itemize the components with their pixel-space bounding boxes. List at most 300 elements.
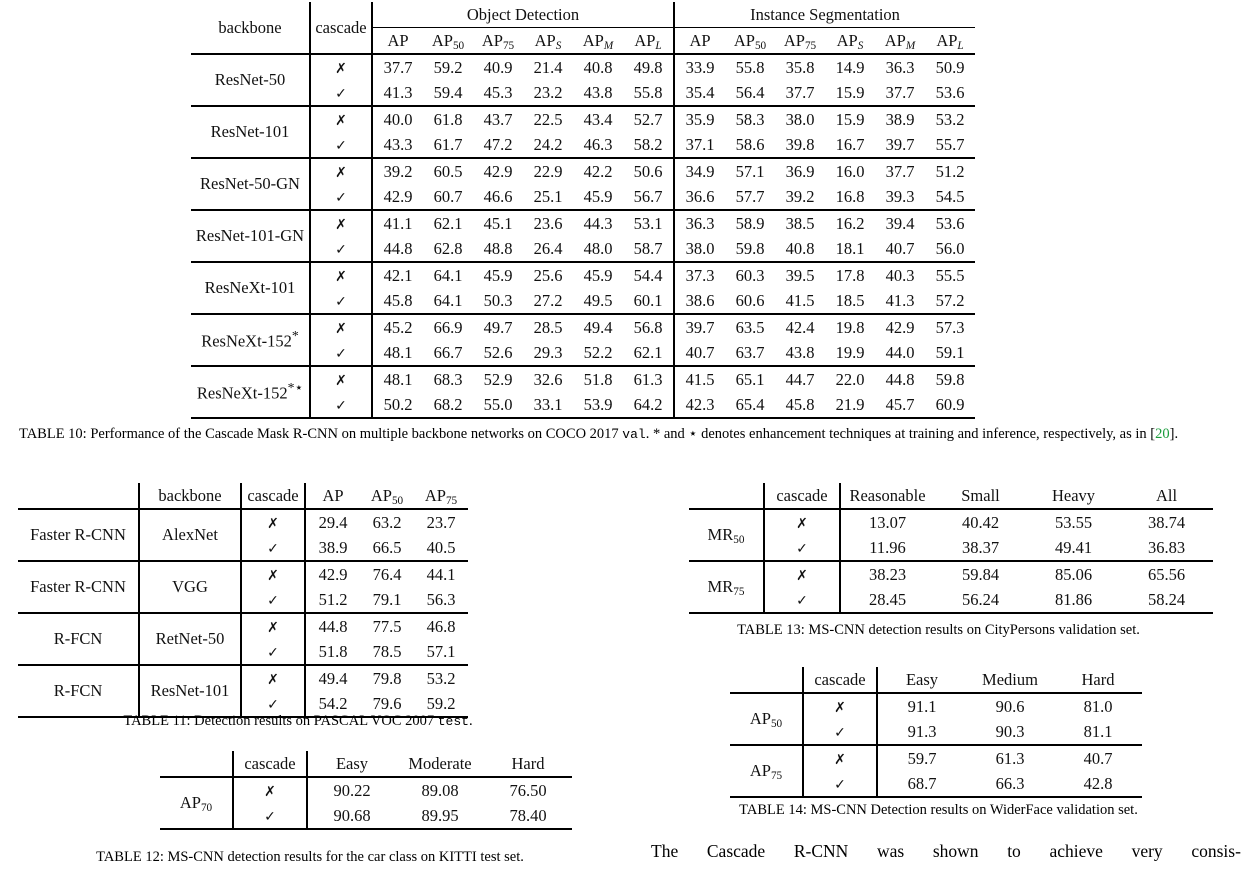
cell-det-value: 33.1 [533, 394, 563, 414]
cell-seg-value: 36.6 [674, 184, 725, 210]
cell-cascade-off: ✗ [310, 262, 372, 288]
cell-cascade-on: ✓ [310, 184, 372, 210]
header-easy: Easy [877, 667, 966, 693]
cell-det-value: 45.3 [483, 82, 513, 102]
header-seg-AP50: $AP_{50}$ [725, 28, 775, 55]
body-paragraph-fragment [651, 840, 1241, 863]
cell-det-value: 52.9 [473, 366, 523, 392]
cell-cascade-off: ✗ [241, 561, 305, 587]
cell-value: 38.9 [305, 535, 360, 561]
cell-value: 59.7 [877, 745, 966, 771]
header-heavy: Heavy [1051, 485, 1096, 505]
cell-det-value: 60.7 [433, 186, 463, 206]
cell-value: 49.4 [305, 665, 360, 691]
cell-cascade-off: ✗ [803, 693, 877, 719]
body-word: Cascade [706, 841, 766, 861]
header-seg-AP75: $AP_{75}$ [775, 28, 825, 55]
cell-value: 65.56 [1120, 561, 1213, 587]
cell-value: 66.3 [995, 773, 1025, 793]
header-AP75: $AP_{75}$ [424, 485, 458, 507]
cell-det-value: 49.7 [473, 314, 523, 340]
cell-seg-value: 65.4 [735, 394, 765, 414]
table-12-grid [160, 751, 572, 830]
cell-det-value: 46.3 [583, 134, 613, 154]
cell-backbone: RetNet-50 [139, 613, 241, 665]
cell-det-value: 50.3 [483, 290, 513, 310]
header-cascade: cascade [764, 483, 840, 509]
cell-cascade-off: ✗ [310, 366, 372, 392]
cell-det-value: 50.2 [372, 392, 423, 418]
cell-value: 77.5 [360, 613, 414, 639]
cell-value: 53.55 [1027, 509, 1120, 535]
cell-det-value: 56.7 [633, 186, 663, 206]
cell-seg-value: 18.1 [835, 238, 865, 258]
table-10-caption [19, 425, 1241, 443]
table14-bottom-rule [730, 797, 1142, 798]
cell-det-value: 46.6 [483, 186, 513, 206]
t10-cap-part2: . * and ⋆ denotes enhancement techniques at training and inference, respectively, as in [ [645, 426, 1156, 442]
table-row [191, 366, 975, 392]
cell-seg-value: 34.9 [674, 158, 725, 184]
cell-det-value: 48.1 [372, 340, 423, 366]
cell-value: 38.23 [840, 561, 934, 587]
cell-det-value: 37.7 [372, 54, 423, 80]
table-row [191, 158, 975, 184]
body-word: very [1131, 841, 1163, 861]
cell-cascade-off: ✗ [764, 509, 840, 535]
header-hard: Hard [1081, 669, 1115, 689]
cell-det-value: 32.6 [523, 366, 573, 392]
body-word: shown [932, 841, 979, 861]
cell-seg-value: 53.6 [935, 82, 965, 102]
cell-backbone: ResNet-101 [139, 665, 241, 717]
cell-det-value: 66.9 [423, 314, 473, 340]
cell-det-value: 49.5 [583, 290, 613, 310]
cell-det-value: 28.5 [523, 314, 573, 340]
header-group-instance-segmentation: Instance Segmentation [674, 2, 975, 28]
cell-detector: Faster R-CNN [18, 509, 139, 561]
cell-seg-value: 38.5 [775, 210, 825, 236]
cell-seg-value: 35.9 [674, 106, 725, 132]
cell-seg-value: 65.1 [725, 366, 775, 392]
cell-value: 59.84 [934, 561, 1027, 587]
cell-metric: $AP_{75}$ [730, 745, 803, 797]
cell-value: 36.83 [1147, 537, 1186, 557]
cell-value: 28.45 [840, 587, 934, 613]
table-11 [18, 483, 468, 718]
header-moderate: Moderate [408, 753, 472, 773]
bottom-rule [730, 797, 1142, 798]
cell-cascade-off: ✗ [233, 777, 307, 803]
cell-value: 58.24 [1147, 589, 1186, 609]
cell-value: 40.5 [426, 537, 456, 557]
cell-cascade-on: ✓ [803, 771, 877, 797]
t11-cap-code: test [437, 714, 469, 729]
bottom-rule [160, 829, 572, 830]
table-row [191, 262, 975, 288]
cell-cascade-off: ✗ [310, 314, 372, 340]
table-10-bottom-rule [191, 418, 975, 419]
header-metric-blank [689, 483, 764, 509]
cell-seg-value: 37.7 [875, 158, 925, 184]
cell-value: 78.5 [372, 641, 402, 661]
table-row [18, 665, 468, 691]
cell-value: 11.96 [840, 535, 934, 561]
cell-cascade-off: ✗ [241, 665, 305, 691]
cell-cascade-off: ✗ [310, 158, 372, 184]
header-cascade: cascade [310, 2, 372, 54]
table-row [689, 561, 1213, 587]
cell-backbone: ResNeXt-152* [191, 314, 310, 366]
cell-seg-value: 38.6 [674, 288, 725, 314]
cell-seg-value: 60.9 [935, 394, 965, 414]
cell-cascade-off: ✗ [310, 106, 372, 132]
cell-value: 51.8 [305, 639, 360, 665]
body-line [651, 840, 1241, 863]
table-row [191, 54, 975, 80]
cell-seg-value: 39.7 [885, 134, 915, 154]
cell-det-value: 66.7 [433, 342, 463, 362]
header-AP50: $AP_{50}$ [370, 485, 404, 507]
cell-backbone: ResNet-50-GN [191, 158, 310, 210]
table-row [191, 210, 975, 236]
cell-seg-value: 39.8 [785, 134, 815, 154]
table12-header-row [160, 751, 572, 777]
cell-seg-value: 63.5 [725, 314, 775, 340]
cell-value: 89.95 [421, 805, 459, 825]
table-13-grid [689, 483, 1213, 614]
cell-value: 68.7 [877, 771, 966, 797]
cell-det-value: 54.4 [623, 262, 674, 288]
header-hard: Hard [511, 753, 545, 773]
header-metric-blank [730, 667, 803, 693]
bottom-rule [191, 418, 975, 419]
cell-det-value: 40.9 [473, 54, 523, 80]
cell-value: 81.86 [1054, 589, 1093, 609]
table-10-grid [191, 2, 975, 419]
table-row [18, 613, 468, 639]
cell-seg-value: 58.6 [735, 134, 765, 154]
cell-seg-value: 17.8 [825, 262, 875, 288]
cell-seg-value: 51.2 [925, 158, 975, 184]
cell-det-value: 43.3 [372, 132, 423, 158]
table-13 [689, 483, 1213, 614]
cell-det-value: 44.3 [573, 210, 623, 236]
cell-det-value: 58.7 [633, 238, 663, 258]
header-easy: Easy [307, 751, 396, 777]
cell-value: 90.68 [307, 803, 396, 829]
cell-seg-value: 33.9 [674, 54, 725, 80]
cell-det-value: 53.9 [583, 394, 613, 414]
cell-metric: $AP_{70}$ [160, 777, 233, 829]
cell-det-value: 42.1 [372, 262, 423, 288]
cell-value: 13.07 [840, 509, 934, 535]
cell-cascade-on: ✓ [803, 719, 877, 745]
cell-metric: $MR_{75}$ [689, 561, 764, 613]
cell-det-value: 60.5 [423, 158, 473, 184]
table-13-caption: TABLE 13: MS-CNN detection results on CityPersons validation set. [737, 622, 1140, 638]
cell-seg-value: 15.9 [835, 82, 865, 102]
cell-seg-value: 38.0 [674, 236, 725, 262]
cell-seg-value: 37.1 [674, 132, 725, 158]
bottom-rule [689, 613, 1213, 614]
cell-cascade-on: ✓ [310, 288, 372, 314]
header-AP: AP [305, 483, 360, 509]
cell-seg-value: 44.8 [875, 366, 925, 392]
cell-value: 91.1 [877, 693, 966, 719]
cell-backbone: ResNet-50 [191, 54, 310, 106]
cell-det-value: 22.5 [523, 106, 573, 132]
cell-seg-value: 37.7 [785, 82, 815, 102]
cell-seg-value: 63.7 [735, 342, 765, 362]
cell-seg-value: 42.4 [775, 314, 825, 340]
cell-det-value: 41.1 [372, 210, 423, 236]
cell-seg-value: 40.7 [885, 238, 915, 258]
table-14-grid [730, 667, 1142, 798]
cell-det-value: 25.6 [523, 262, 573, 288]
cell-det-value: 40.8 [573, 54, 623, 80]
table-10-header-row-1 [191, 2, 975, 28]
table-row [191, 106, 975, 132]
header-reasonable: Reasonable [840, 483, 934, 509]
cell-det-value: 61.7 [433, 134, 463, 154]
cell-seg-value: 44.0 [885, 342, 915, 362]
cell-value: 44.1 [414, 561, 468, 587]
header-metric-blank [160, 751, 233, 777]
body-word: achieve [1049, 841, 1103, 861]
cell-value: 40.42 [934, 509, 1027, 535]
header-backbone: backbone [218, 17, 282, 37]
cell-det-value: 48.0 [583, 238, 613, 258]
cell-cascade-off: ✗ [764, 561, 840, 587]
cell-seg-value: 58.9 [725, 210, 775, 236]
cell-det-value: 45.9 [473, 262, 523, 288]
table-row [18, 561, 468, 587]
cell-det-value: 64.2 [633, 394, 663, 414]
cell-seg-value: 37.7 [885, 82, 915, 102]
cell-det-value: 48.1 [372, 366, 423, 392]
header-seg-APS: $AP_S$ [825, 28, 875, 55]
cell-seg-value: 36.3 [875, 54, 925, 80]
table-11-grid [18, 483, 468, 718]
table-row [160, 777, 572, 803]
cell-seg-value: 35.4 [674, 80, 725, 106]
cell-value: 59.2 [426, 693, 456, 713]
cell-seg-value: 36.3 [674, 210, 725, 236]
cell-value: 90.22 [307, 777, 396, 803]
cell-seg-value: 41.5 [785, 290, 815, 310]
cell-det-value: 24.2 [533, 134, 563, 154]
table-row [730, 745, 1142, 771]
table-12 [160, 751, 572, 830]
cell-det-value: 44.8 [372, 236, 423, 262]
cell-cascade-off: ✗ [241, 613, 305, 639]
cell-seg-value: 42.3 [674, 392, 725, 418]
cell-cascade-on: ✓ [764, 587, 840, 613]
cell-seg-value: 40.8 [785, 238, 815, 258]
table-11-header-row [18, 483, 468, 509]
cell-det-value: 59.4 [433, 82, 463, 102]
cell-det-value: 45.9 [573, 262, 623, 288]
cell-det-value: 52.7 [623, 106, 674, 132]
cell-value: 38.74 [1120, 509, 1213, 535]
cell-seg-value: 22.0 [825, 366, 875, 392]
cell-value: 79.6 [372, 693, 402, 713]
header-cascade: cascade [241, 483, 305, 509]
cell-value: 40.7 [1054, 745, 1142, 771]
cell-det-value: 23.2 [533, 82, 563, 102]
cell-value: 29.4 [305, 509, 360, 535]
cell-det-value: 42.2 [573, 158, 623, 184]
cell-det-value: 48.8 [483, 238, 513, 258]
cell-value: 54.2 [305, 691, 360, 717]
cell-det-value: 42.9 [372, 184, 423, 210]
t11-cap-part1: TABLE 11: Detection results on PASCAL VOC 2007 [123, 713, 438, 729]
table-row [730, 693, 1142, 719]
cell-value: 63.2 [360, 509, 414, 535]
cell-seg-value: 39.2 [785, 186, 815, 206]
cell-cascade-on: ✓ [233, 803, 307, 829]
cell-seg-value: 60.3 [725, 262, 775, 288]
t10-cap-code: val [622, 427, 646, 442]
cell-value: 53.2 [414, 665, 468, 691]
cell-det-value: 29.3 [533, 342, 563, 362]
cell-seg-value: 59.1 [935, 342, 965, 362]
cell-seg-value: 19.8 [825, 314, 875, 340]
cell-value: 90.3 [995, 721, 1025, 741]
cell-seg-value: 21.9 [835, 394, 865, 414]
cell-value: 79.8 [360, 665, 414, 691]
table-11-caption [48, 712, 548, 730]
cell-det-value: 40.0 [372, 106, 423, 132]
table-10 [191, 2, 975, 419]
header-small: Small [961, 485, 1000, 505]
cell-det-value: 59.2 [423, 54, 473, 80]
cell-seg-value: 57.7 [735, 186, 765, 206]
cell-det-value: 61.3 [623, 366, 674, 392]
cell-value: 78.40 [509, 805, 547, 825]
cell-seg-value: 56.0 [935, 238, 965, 258]
cell-detector: R-FCN [18, 613, 139, 665]
header-seg-APM: $AP_M$ [875, 28, 925, 55]
cell-seg-value: 41.3 [885, 290, 915, 310]
cell-value: 79.1 [372, 589, 402, 609]
cell-det-value: 22.9 [523, 158, 573, 184]
cell-value: 81.1 [1083, 721, 1113, 741]
cell-seg-value: 60.6 [735, 290, 765, 310]
cell-value: 90.6 [966, 693, 1054, 719]
cell-seg-value: 57.1 [725, 158, 775, 184]
cell-det-value: 62.8 [433, 238, 463, 258]
cell-value: 66.5 [372, 537, 402, 557]
cell-seg-value: 45.8 [785, 394, 815, 414]
cell-det-value: 39.2 [372, 158, 423, 184]
cell-seg-value: 59.8 [925, 366, 975, 392]
cell-det-value: 41.3 [372, 80, 423, 106]
table-row [689, 535, 1213, 561]
cell-value: 51.2 [305, 587, 360, 613]
cell-seg-value: 38.0 [775, 106, 825, 132]
cell-seg-value: 16.8 [835, 186, 865, 206]
cell-value: 57.1 [426, 641, 456, 661]
header-det-APL: $AP_L$ [623, 28, 674, 55]
header-det-AP75: $AP_{75}$ [473, 28, 523, 55]
body-word: R-CNN [793, 841, 849, 861]
t10-cap-part1: TABLE 10: Performance of the Cascade Mask R-CNN on multiple backbone networks on COCO 2017 [19, 426, 623, 442]
cell-seg-value: 39.7 [674, 314, 725, 340]
cell-seg-value: 42.9 [875, 314, 925, 340]
cell-seg-value: 57.3 [925, 314, 975, 340]
cell-seg-value: 16.2 [825, 210, 875, 236]
header-cascade: cascade [803, 667, 877, 693]
header-det-APM: $AP_M$ [573, 28, 623, 55]
cell-backbone: ResNeXt-101 [191, 262, 310, 314]
table-row [689, 509, 1213, 535]
cell-cascade-on: ✓ [310, 80, 372, 106]
cell-seg-value: 45.7 [885, 394, 915, 414]
cell-seg-value: 55.8 [725, 54, 775, 80]
cell-seg-value: 36.9 [775, 158, 825, 184]
cell-detector: Faster R-CNN [18, 561, 139, 613]
cell-backbone: ResNeXt-152*⋆ [191, 366, 310, 418]
cell-cascade-on: ✓ [241, 691, 305, 717]
cell-cascade-on: ✓ [241, 535, 305, 561]
cell-seg-value: 41.5 [674, 366, 725, 392]
cell-det-value: 43.4 [573, 106, 623, 132]
cell-cascade-on: ✓ [241, 639, 305, 665]
table12-bottom-rule [160, 829, 572, 830]
cell-value: 46.8 [414, 613, 468, 639]
t10-cap-ref[interactable]: 20 [1155, 426, 1170, 442]
table-14 [730, 667, 1142, 798]
cell-seg-value: 40.3 [875, 262, 925, 288]
cell-cascade-on: ✓ [310, 392, 372, 418]
table13-bottom-rule [689, 613, 1213, 614]
cell-seg-value: 35.8 [775, 54, 825, 80]
cell-det-value: 50.6 [623, 158, 674, 184]
cell-seg-value: 37.3 [674, 262, 725, 288]
cell-cascade-on: ✓ [764, 535, 840, 561]
cell-value: 56.3 [426, 589, 456, 609]
cell-value: 42.9 [305, 561, 360, 587]
cell-seg-value: 55.5 [925, 262, 975, 288]
header-seg-APL: $AP_L$ [925, 28, 975, 55]
header-seg-AP: AP [674, 28, 725, 55]
cell-seg-value: 38.9 [875, 106, 925, 132]
header-det-AP50: $AP_{50}$ [423, 28, 473, 55]
table-row [689, 587, 1213, 613]
cell-cascade-on: ✓ [310, 236, 372, 262]
cell-det-value: 62.1 [633, 342, 663, 362]
header-det-APS: $AP_S$ [523, 28, 573, 55]
cell-det-value: 45.9 [583, 186, 613, 206]
cell-det-value: 47.2 [483, 134, 513, 154]
cell-det-value: 27.2 [533, 290, 563, 310]
cell-value: 23.7 [414, 509, 468, 535]
cell-value: 91.3 [877, 719, 966, 745]
cell-seg-value: 18.5 [835, 290, 865, 310]
t11-cap-part2: . [468, 713, 473, 729]
header-cascade: cascade [233, 751, 307, 777]
cell-value: 81.0 [1054, 693, 1142, 719]
cell-det-value: 62.1 [423, 210, 473, 236]
cell-backbone: ResNet-101-GN [191, 210, 310, 262]
cell-det-value: 45.1 [473, 210, 523, 236]
cell-det-value: 23.6 [523, 210, 573, 236]
cell-seg-value: 59.8 [735, 238, 765, 258]
cell-seg-value: 15.9 [825, 106, 875, 132]
table-row [191, 314, 975, 340]
